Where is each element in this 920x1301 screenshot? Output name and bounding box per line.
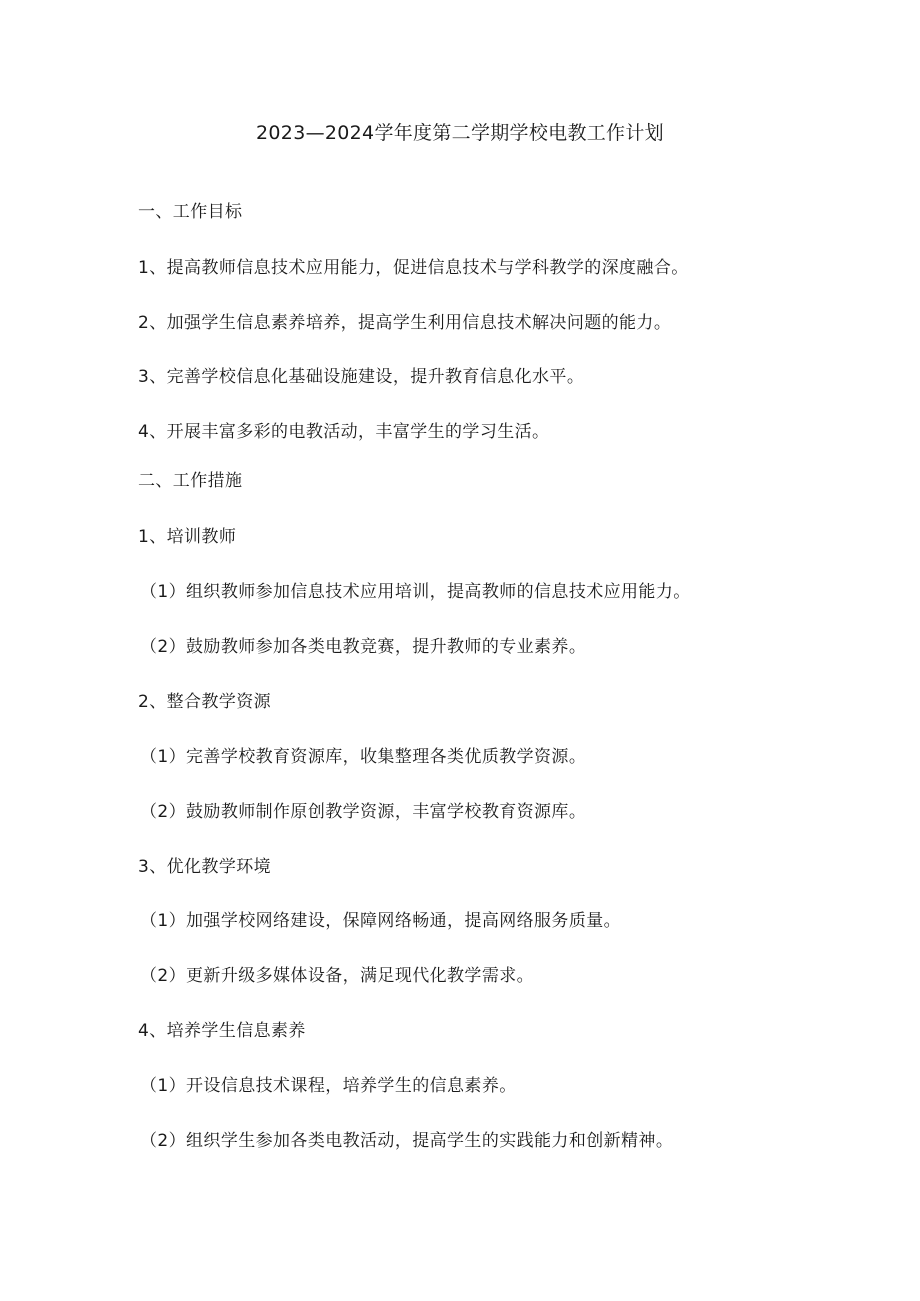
goal-item: 1、提高教师信息技术应用能力，促进信息技术与学科教学的深度融合。 <box>138 258 689 278</box>
measure-item: （2）更新升级多媒体设备，满足现代化教学需求。 <box>140 966 535 986</box>
measure-item: （1）加强学校网络建设，保障网络畅通，提高网络服务质量。 <box>140 911 622 931</box>
section-heading-goals: 一、工作目标 <box>138 202 243 222</box>
measure-item: （1）组织教师参加信息技术应用培训，提高教师的信息技术应用能力。 <box>140 582 691 602</box>
goal-item: 4、开展丰富多彩的电教活动，丰富学生的学习生活。 <box>138 422 550 442</box>
measure-item: （2）鼓励教师制作原创教学资源，丰富学校教育资源库。 <box>140 802 587 822</box>
measure-item: （1）完善学校教育资源库，收集整理各类优质教学资源。 <box>140 747 587 767</box>
measure-heading: 2、整合教学资源 <box>138 692 272 712</box>
goal-item: 3、完善学校信息化基础设施建设，提升教育信息化水平。 <box>138 367 585 387</box>
section-heading-measures: 二、工作措施 <box>138 471 243 491</box>
measure-item: （2）鼓励教师参加各类电教竞赛，提升教师的专业素养。 <box>140 637 587 657</box>
measure-heading: 1、培训教师 <box>138 527 237 547</box>
document-title: 2023—2024学年度第二学期学校电教工作计划 <box>256 122 664 144</box>
measure-heading: 4、培养学生信息素养 <box>138 1021 306 1041</box>
measure-item: （1）开设信息技术课程，培养学生的信息素养。 <box>140 1076 517 1096</box>
measure-item: （2）组织学生参加各类电教活动，提高学生的实践能力和创新精神。 <box>140 1131 674 1151</box>
measure-heading: 3、优化教学环境 <box>138 857 272 877</box>
goal-item: 2、加强学生信息素养培养，提高学生利用信息技术解决问题的能力。 <box>138 313 672 333</box>
